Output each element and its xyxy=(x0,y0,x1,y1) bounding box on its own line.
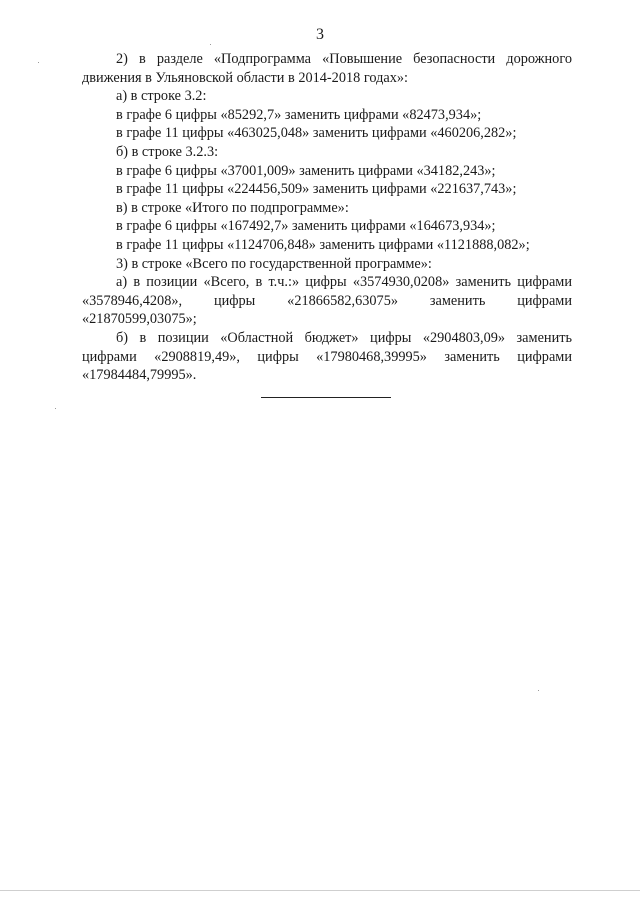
paragraph-regional-budget-position: б) в позиции «Областной бюджет» цифры «2904803,09» заменить цифрами «2908819,49», цифры «17980468,39995» заменить цифрами «17984484,79995». xyxy=(82,329,572,384)
document-body xyxy=(82,50,572,385)
scan-speck xyxy=(55,408,56,409)
page-number: 3 xyxy=(316,26,324,43)
paragraph-subtotal-row: в) в строке «Итого по подпрограмме»: xyxy=(116,199,349,216)
paragraph-row-3-2-3: б) в строке 3.2.3: xyxy=(116,143,219,160)
paragraph-row-3-2-3-col-6: в графе 6 цифры «37001,009» заменить цифрами «34182,243»; xyxy=(116,162,496,179)
scan-speck xyxy=(210,44,211,45)
paragraph-total-position: а) в позиции «Всего, в т.ч.:» цифры «3574930,0208» заменить цифрами «3578946,4208», цифры «21866582,63075» заменить цифрами «21870599,03075»; xyxy=(82,274,572,328)
closing-separator-line xyxy=(261,397,391,398)
paragraph-subtotal-col-6: в графе 6 цифры «167492,7» заменить цифрами «164673,934»; xyxy=(116,218,496,235)
paragraph-row-3-2-col-11: в графе 11 цифры «463025,048» заменить цифрами «460206,282»; xyxy=(116,125,517,142)
paragraph-row-3-2-col-6: в графе 6 цифры «85292,7» заменить цифрами «82473,934»; xyxy=(116,106,482,123)
paragraph-section-3: 3) в строке «Всего по государственной программе»: xyxy=(116,255,432,272)
paragraph-subtotal-col-11: в графе 11 цифры «1124706,848» заменить цифрами «1121888,082»; xyxy=(116,236,530,253)
paragraph-row-3-2: а) в строке 3.2: xyxy=(116,88,207,105)
paragraph-section-2: 2) в разделе «Подпрограмма «Повышение безопасности дорожного движения в Ульяновской области в 2014-2018 годах»: xyxy=(82,51,572,86)
scan-speck xyxy=(538,690,539,691)
scan-speck xyxy=(38,62,39,63)
scan-edge-line xyxy=(0,890,640,891)
paragraph-row-3-2-3-col-11: в графе 11 цифры «224456,509» заменить цифрами «221637,743»; xyxy=(116,181,517,198)
